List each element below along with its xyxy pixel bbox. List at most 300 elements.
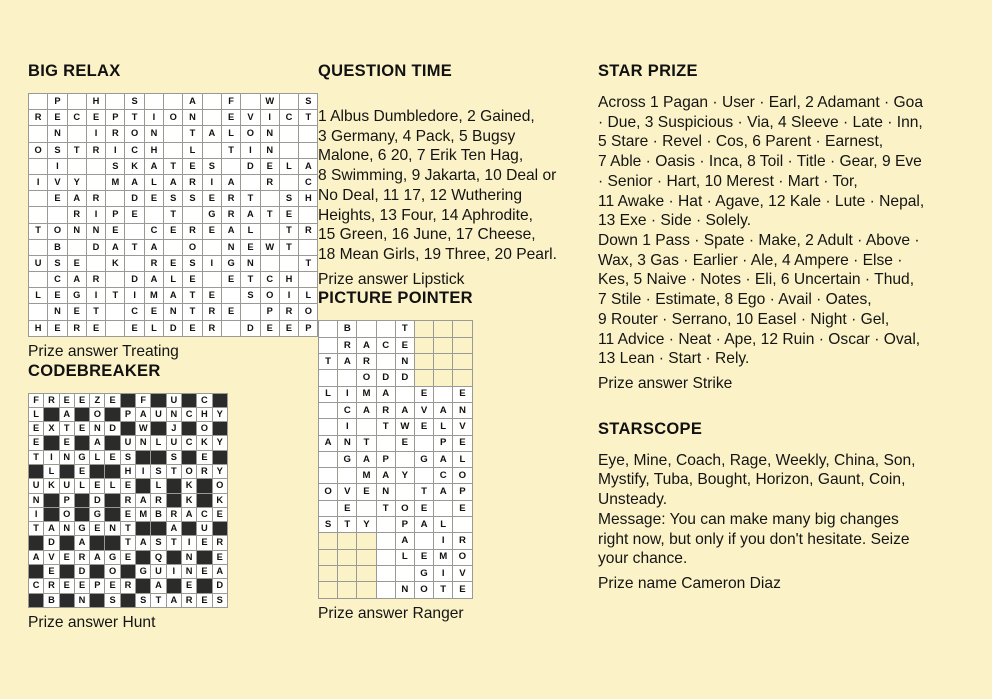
grid-cell-void <box>357 566 375 581</box>
question-time-answers <box>318 107 580 265</box>
grid-cell-letter: A <box>213 565 227 578</box>
grid-cell-letter: A <box>68 272 86 287</box>
grid-cell-empty <box>68 240 86 255</box>
picture-pointer-grid <box>318 320 473 598</box>
section-title-picture-pointer: PICTURE POINTER <box>318 289 473 308</box>
grid-cell-letter: F <box>136 394 150 407</box>
grid-cell-block <box>213 522 227 535</box>
text-line: No Deal, 11 17, 12 Wuthering <box>318 186 522 204</box>
grid-cell-letter: A <box>60 408 74 421</box>
grid-cell-block <box>44 436 58 449</box>
grid-cell-letter: A <box>377 468 395 483</box>
grid-cell-letter: T <box>280 224 298 239</box>
grid-cell-empty <box>319 403 337 418</box>
grid-cell-empty <box>29 272 47 287</box>
grid-cell-empty <box>183 207 201 222</box>
grid-cell-block <box>151 422 165 435</box>
grid-cell-letter: Y <box>213 465 227 478</box>
grid-cell-letter: S <box>121 451 135 464</box>
grid-cell-empty <box>87 159 105 174</box>
grid-cell-letter: Y <box>396 468 414 483</box>
grid-cell-letter: A <box>415 517 433 532</box>
grid-cell-letter: N <box>396 354 414 369</box>
grid-cell-letter: A <box>106 240 124 255</box>
grid-cell-block <box>44 408 58 421</box>
grid-cell-letter: L <box>44 465 58 478</box>
grid-cell-letter: A <box>75 536 89 549</box>
grid-cell-empty <box>396 387 414 402</box>
grid-cell-letter: R <box>167 508 181 521</box>
grid-cell-letter: R <box>183 175 201 190</box>
section-title-big-relax: BIG RELAX <box>28 62 121 80</box>
grid-cell-empty <box>280 143 298 158</box>
grid-cell-empty <box>106 191 124 206</box>
grid-cell-letter: A <box>145 159 163 174</box>
grid-cell-letter: E <box>415 419 433 434</box>
grid-cell-letter: D <box>241 321 259 336</box>
text-line: · Due, 3 Suspicious · Via, 4 Sleeve · Late · Inn, <box>598 113 923 131</box>
grid-cell-empty <box>29 159 47 174</box>
grid-cell-letter: O <box>60 508 74 521</box>
grid-cell-letter: E <box>182 579 196 592</box>
grid-cell-letter: D <box>90 494 104 507</box>
grid-cell-letter: A <box>241 207 259 222</box>
grid-cell-letter: E <box>453 501 471 516</box>
grid-cell-letter: L <box>29 408 43 421</box>
grid-cell-empty <box>319 321 337 336</box>
grid-cell-letter: O <box>357 370 375 385</box>
grid-cell-letter: T <box>319 354 337 369</box>
grid-cell-block <box>60 536 74 549</box>
grid-cell-letter: T <box>396 321 414 336</box>
grid-cell-letter: E <box>213 551 227 564</box>
grid-cell-letter: N <box>182 565 196 578</box>
grid-cell-block <box>151 394 165 407</box>
grid-cell-letter: T <box>377 419 395 434</box>
grid-cell-letter: L <box>151 479 165 492</box>
grid-cell-letter: E <box>125 207 143 222</box>
text-line: right now, but only if you don't hesitate. Seize <box>598 530 910 548</box>
grid-cell-letter: O <box>261 288 279 303</box>
grid-cell-letter: U <box>197 522 211 535</box>
grid-cell-empty <box>203 240 221 255</box>
starscope-caption: Prize name Cameron Diaz <box>598 575 781 593</box>
grid-cell-letter: A <box>136 536 150 549</box>
grid-cell-letter: G <box>415 452 433 467</box>
grid-cell-letter: O <box>29 143 47 158</box>
grid-cell-block <box>182 422 196 435</box>
grid-cell-letter: O <box>415 582 433 597</box>
grid-cell-letter: D <box>105 422 119 435</box>
grid-cell-letter: R <box>75 551 89 564</box>
section-title-question-time: QUESTION TIME <box>318 62 453 80</box>
grid-cell-letter: S <box>106 159 124 174</box>
grid-cell-letter: S <box>125 94 143 109</box>
grid-cell-letter: L <box>90 451 104 464</box>
grid-cell-letter: L <box>151 436 165 449</box>
grid-cell-letter: N <box>261 126 279 141</box>
grid-cell-letter: T <box>434 582 452 597</box>
grid-cell-letter: I <box>136 465 150 478</box>
grid-cell-letter: O <box>182 465 196 478</box>
grid-cell-letter: V <box>415 403 433 418</box>
grid-cell-letter: E <box>183 272 201 287</box>
grid-cell-letter: E <box>203 191 221 206</box>
grid-cell-empty <box>338 468 356 483</box>
grid-cell-letter: T <box>299 110 317 125</box>
grid-cell-void <box>453 338 471 353</box>
grid-cell-void <box>319 550 337 565</box>
grid-cell-empty <box>319 501 337 516</box>
grid-cell-letter: I <box>106 143 124 158</box>
grid-cell-letter: C <box>145 224 163 239</box>
grid-cell-letter: M <box>357 387 375 402</box>
grid-cell-letter: G <box>338 452 356 467</box>
grid-cell-empty <box>241 304 259 319</box>
grid-cell-empty <box>319 468 337 483</box>
grid-cell-letter: J <box>167 422 181 435</box>
grid-cell-letter: E <box>453 436 471 451</box>
grid-cell-empty <box>203 110 221 125</box>
grid-cell-letter: R <box>377 403 395 418</box>
grid-cell-letter: M <box>136 508 150 521</box>
grid-cell-block <box>29 465 43 478</box>
grid-cell-letter: T <box>151 594 165 607</box>
grid-cell-letter: W <box>396 419 414 434</box>
grid-cell-empty <box>299 207 317 222</box>
grid-cell-block <box>75 508 89 521</box>
grid-cell-letter: S <box>241 288 259 303</box>
grid-cell-letter: C <box>48 272 66 287</box>
grid-cell-empty <box>280 94 298 109</box>
grid-cell-letter: C <box>125 143 143 158</box>
grid-cell-letter: T <box>29 224 47 239</box>
grid-cell-letter: K <box>125 159 143 174</box>
grid-cell-letter: N <box>145 126 163 141</box>
grid-cell-letter: E <box>261 321 279 336</box>
grid-cell-letter: G <box>90 508 104 521</box>
grid-cell-empty <box>280 256 298 271</box>
grid-cell-letter: E <box>105 579 119 592</box>
grid-cell-letter: T <box>121 522 135 535</box>
grid-cell-letter: L <box>241 224 259 239</box>
grid-cell-empty <box>415 436 433 451</box>
text-line: 1 Albus Dumbledore, 2 Gained, <box>318 108 535 125</box>
grid-cell-letter: I <box>145 110 163 125</box>
grid-cell-letter: C <box>261 272 279 287</box>
grid-cell-empty <box>222 159 240 174</box>
grid-cell-letter: D <box>396 370 414 385</box>
grid-cell-letter: E <box>222 110 240 125</box>
grid-cell-letter: T <box>241 272 259 287</box>
grid-cell-letter: S <box>299 94 317 109</box>
grid-cell-letter: E <box>197 451 211 464</box>
grid-cell-letter: E <box>105 451 119 464</box>
grid-cell-letter: O <box>241 126 259 141</box>
grid-cell-block <box>197 494 211 507</box>
grid-cell-letter: B <box>48 240 66 255</box>
grid-cell-letter: Y <box>68 175 86 190</box>
grid-cell-letter: O <box>164 110 182 125</box>
grid-cell-letter: A <box>136 408 150 421</box>
grid-cell-letter: R <box>280 304 298 319</box>
grid-cell-letter: N <box>75 594 89 607</box>
grid-cell-empty <box>357 501 375 516</box>
grid-cell-letter: B <box>338 321 356 336</box>
grid-cell-empty <box>299 143 317 158</box>
grid-cell-empty <box>145 94 163 109</box>
grid-cell-letter: R <box>203 304 221 319</box>
grid-cell-letter: P <box>453 484 471 499</box>
grid-cell-letter: E <box>415 387 433 402</box>
grid-cell-letter: E <box>415 550 433 565</box>
grid-cell-letter: N <box>48 304 66 319</box>
grid-cell-block <box>121 394 135 407</box>
grid-cell-letter: H <box>29 321 47 336</box>
question-time-caption: Prize answer Lipstick <box>318 270 465 288</box>
grid-cell-letter: R <box>121 579 135 592</box>
grid-cell-empty <box>453 517 471 532</box>
grid-cell-letter: F <box>222 94 240 109</box>
grid-cell-empty <box>377 550 395 565</box>
grid-cell-letter: V <box>48 175 66 190</box>
grid-cell-letter: W <box>261 240 279 255</box>
grid-cell-letter: K <box>197 436 211 449</box>
grid-cell-letter: R <box>453 533 471 548</box>
grid-cell-letter: U <box>167 394 181 407</box>
text-line: Malone, 6 20, 7 Erik Ten Hag, <box>318 147 524 165</box>
grid-cell-letter: E <box>87 321 105 336</box>
grid-cell-letter: D <box>125 272 143 287</box>
grid-cell-letter: T <box>280 240 298 255</box>
grid-cell-empty <box>319 452 337 467</box>
grid-cell-letter: E <box>197 594 211 607</box>
grid-cell-block <box>29 565 43 578</box>
grid-cell-letter: K <box>213 494 227 507</box>
grid-cell-letter: R <box>151 494 165 507</box>
grid-cell-letter: R <box>106 126 124 141</box>
grid-cell-letter: D <box>377 370 395 385</box>
grid-cell-letter: K <box>44 479 58 492</box>
grid-cell-letter: T <box>125 110 143 125</box>
grid-cell-block <box>29 536 43 549</box>
section-title-starscope: STARSCOPE <box>598 419 703 438</box>
grid-cell-letter: O <box>319 484 337 499</box>
grid-cell-letter: F <box>29 394 43 407</box>
grid-cell-letter: C <box>68 110 86 125</box>
grid-cell-letter: E <box>197 565 211 578</box>
grid-cell-letter: A <box>29 551 43 564</box>
grid-cell-letter: R <box>183 224 201 239</box>
grid-cell-empty <box>29 191 47 206</box>
text-line: 13 Exe · Side · Solely. <box>598 212 752 230</box>
grid-cell-letter: I <box>125 288 143 303</box>
grid-cell-empty <box>29 94 47 109</box>
grid-cell-letter: E <box>453 387 471 402</box>
grid-cell-letter: D <box>87 240 105 255</box>
grid-cell-letter: L <box>280 159 298 174</box>
grid-cell-letter: W <box>261 94 279 109</box>
grid-cell-letter: E <box>60 579 74 592</box>
grid-cell-block <box>197 551 211 564</box>
text-line: 11 Advice · Neat · Ape, 12 Ruin · Oscar · Oval, <box>598 330 921 348</box>
grid-cell-empty <box>164 143 182 158</box>
grid-cell-letter: P <box>60 494 74 507</box>
grid-cell-empty <box>203 143 221 158</box>
grid-cell-letter: E <box>75 579 89 592</box>
grid-cell-void <box>319 582 337 597</box>
grid-cell-letter: Q <box>151 551 165 564</box>
grid-cell-letter: A <box>299 159 317 174</box>
grid-cell-letter: A <box>90 436 104 449</box>
grid-cell-block <box>60 594 74 607</box>
grid-cell-letter: U <box>29 256 47 271</box>
grid-cell-letter: A <box>164 288 182 303</box>
grid-cell-empty <box>145 207 163 222</box>
grid-cell-block <box>167 494 181 507</box>
grid-cell-letter: L <box>434 517 452 532</box>
grid-cell-empty <box>434 501 452 516</box>
grid-cell-block <box>90 594 104 607</box>
grid-cell-block <box>105 494 119 507</box>
grid-cell-letter: E <box>68 256 86 271</box>
grid-cell-letter: M <box>434 550 452 565</box>
grid-cell-letter: B <box>44 594 58 607</box>
grid-cell-letter: R <box>357 354 375 369</box>
grid-cell-letter: H <box>87 94 105 109</box>
grid-cell-letter: S <box>105 594 119 607</box>
grid-cell-empty <box>357 419 375 434</box>
grid-cell-letter: E <box>222 272 240 287</box>
grid-cell-letter: Y <box>213 408 227 421</box>
grid-cell-letter: A <box>167 594 181 607</box>
grid-cell-letter: D <box>164 321 182 336</box>
grid-cell-block <box>213 422 227 435</box>
grid-cell-letter: E <box>60 551 74 564</box>
text-line: 9 Router · Serrano, 10 Easel · Night · Gel, <box>598 310 890 328</box>
grid-cell-letter: G <box>75 522 89 535</box>
starscope-answers <box>598 451 958 569</box>
grid-cell-letter: A <box>377 387 395 402</box>
grid-cell-void <box>453 321 471 336</box>
grid-cell-letter: L <box>145 175 163 190</box>
grid-cell-letter: N <box>48 126 66 141</box>
grid-cell-letter: E <box>87 110 105 125</box>
grid-cell-letter: E <box>261 159 279 174</box>
grid-cell-empty <box>106 94 124 109</box>
grid-cell-letter: E <box>222 304 240 319</box>
grid-cell-letter: H <box>280 272 298 287</box>
grid-cell-empty <box>29 126 47 141</box>
grid-cell-letter: A <box>222 224 240 239</box>
grid-cell-empty <box>299 240 317 255</box>
grid-cell-block <box>167 551 181 564</box>
grid-cell-letter: I <box>434 566 452 581</box>
grid-cell-empty <box>203 94 221 109</box>
grid-cell-empty <box>299 272 317 287</box>
grid-cell-letter: C <box>434 468 452 483</box>
grid-cell-void <box>319 533 337 548</box>
grid-cell-letter: L <box>319 387 337 402</box>
grid-cell-empty <box>415 468 433 483</box>
grid-cell-empty <box>87 175 105 190</box>
grid-cell-letter: E <box>106 224 124 239</box>
grid-cell-empty <box>48 207 66 222</box>
grid-cell-letter: V <box>453 566 471 581</box>
grid-cell-letter: P <box>396 517 414 532</box>
grid-cell-letter: N <box>60 522 74 535</box>
grid-cell-empty <box>106 304 124 319</box>
grid-cell-void <box>434 338 452 353</box>
grid-cell-empty <box>280 175 298 190</box>
grid-cell-letter: R <box>145 256 163 271</box>
grid-cell-letter: O <box>48 224 66 239</box>
grid-cell-letter: S <box>319 517 337 532</box>
grid-cell-letter: M <box>145 288 163 303</box>
grid-cell-letter: P <box>261 304 279 319</box>
grid-cell-void <box>319 566 337 581</box>
grid-cell-empty <box>377 533 395 548</box>
grid-cell-empty <box>319 419 337 434</box>
grid-cell-letter: A <box>151 579 165 592</box>
grid-cell-letter: A <box>68 191 86 206</box>
text-line: Mystify, Tuba, Bought, Horizon, Gaunt, Coin, <box>598 471 906 489</box>
grid-cell-letter: H <box>197 408 211 421</box>
grid-cell-letter: I <box>338 419 356 434</box>
grid-cell-letter: A <box>136 494 150 507</box>
grid-cell-letter: T <box>415 484 433 499</box>
grid-cell-letter: E <box>121 551 135 564</box>
grid-cell-letter: P <box>48 94 66 109</box>
grid-cell-letter: R <box>87 143 105 158</box>
grid-cell-letter: E <box>121 508 135 521</box>
grid-cell-letter: M <box>357 468 375 483</box>
grid-cell-letter: G <box>136 565 150 578</box>
grid-cell-letter: E <box>241 240 259 255</box>
grid-cell-block <box>75 494 89 507</box>
grid-cell-block <box>182 394 196 407</box>
grid-cell-block <box>136 522 150 535</box>
grid-cell-void <box>357 533 375 548</box>
grid-cell-letter: T <box>125 240 143 255</box>
grid-cell-letter: I <box>29 175 47 190</box>
grid-cell-letter: P <box>106 207 124 222</box>
grid-cell-block <box>136 479 150 492</box>
grid-cell-letter: R <box>44 394 58 407</box>
grid-cell-letter: G <box>105 551 119 564</box>
grid-cell-letter: E <box>164 224 182 239</box>
grid-cell-letter: E <box>164 256 182 271</box>
text-line: 11 Awake · Hat · Agave, 12 Kale · Lute · Nepal, <box>598 192 925 210</box>
grid-cell-letter: G <box>203 207 221 222</box>
grid-cell-letter: D <box>241 159 259 174</box>
grid-cell-block <box>90 565 104 578</box>
grid-cell-letter: U <box>60 479 74 492</box>
grid-cell-empty <box>319 338 337 353</box>
grid-cell-letter: N <box>261 143 279 158</box>
grid-cell-letter: P <box>299 321 317 336</box>
grid-cell-letter: L <box>145 321 163 336</box>
grid-cell-letter: E <box>203 224 221 239</box>
grid-cell-block <box>105 465 119 478</box>
grid-cell-letter: A <box>434 452 452 467</box>
grid-cell-letter: S <box>203 159 221 174</box>
grid-cell-block <box>182 451 196 464</box>
grid-cell-letter: T <box>106 288 124 303</box>
grid-cell-letter: T <box>183 126 201 141</box>
grid-cell-letter: E <box>415 501 433 516</box>
grid-cell-letter: I <box>261 110 279 125</box>
